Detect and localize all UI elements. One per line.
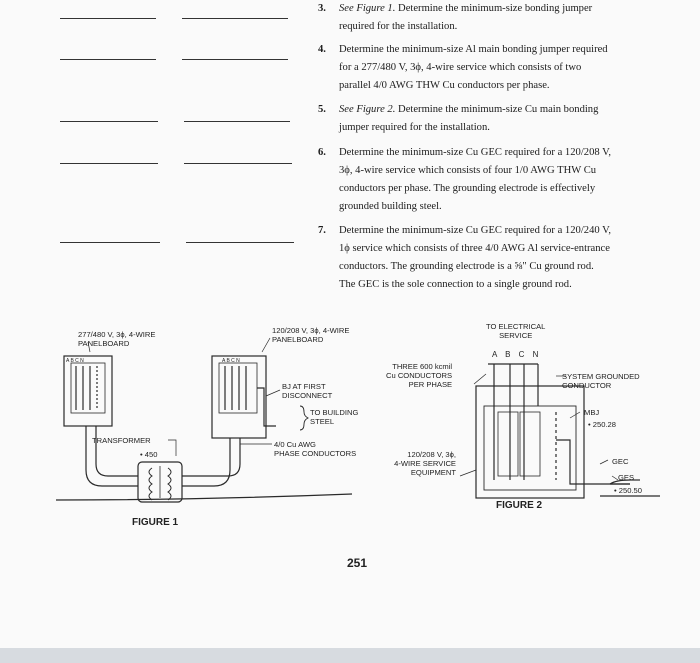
fig2-conductors-label: THREE 600 kcmil Cu CONDUCTORS PER PHASE <box>386 362 453 389</box>
service-label: TO ELECTRICAL SERVICE <box>486 322 546 340</box>
question-line: 3ϕ, 4-wire service which consists of four 1/0 AWG THW Cu <box>339 165 597 176</box>
gec-label: GEC <box>612 457 629 466</box>
figure-ref: See Figure 1. <box>339 3 396 14</box>
sgc-label: SYSTEM GROUNDED CONDUCTOR <box>562 372 640 390</box>
bj-label: BJ AT FIRST DISCONNECT <box>282 382 333 400</box>
question-number: 4. <box>318 44 326 55</box>
transformer-label: TRANSFORMER <box>92 436 151 445</box>
bottom-band <box>0 648 700 663</box>
left-panel-label: 277/480 V, 3ϕ, 4-WIRE PANELBOARD <box>78 330 156 348</box>
question-line: conductors per phase. The grounding electrode is effectively <box>339 183 596 194</box>
question-line: for a 277/480 V, 3ϕ, 4-wire service which consists of two <box>339 62 582 73</box>
question-number: 3. <box>318 3 326 14</box>
question-line: grounded building steel. <box>339 201 442 212</box>
left-phase-labels: A B C N <box>66 358 84 364</box>
conductors-label: 4/0 Cu AWG PHASE CONDUCTORS <box>274 440 357 458</box>
question-number: 5. <box>318 104 326 115</box>
question-line: required for the installation. <box>339 21 458 32</box>
equipment-label: 120/208 V, 3ϕ, 4-WIRE SERVICE EQUIPMENT <box>394 450 456 477</box>
question-line: jumper required for the installation. <box>339 122 490 133</box>
figure-ref: See Figure 2. <box>339 104 396 115</box>
question-line: The GEC is the sole connection to a single ground rod. <box>339 279 572 290</box>
figure-2-caption: FIGURE 2 <box>496 500 543 511</box>
page-number: 251 <box>347 556 368 570</box>
fig2-phase-labels: A B C N <box>492 350 542 359</box>
question-line: parallel 4/0 AWG THW Cu conductors per phase. <box>339 80 550 91</box>
book-page: 3. See Figure 1. Determine the minimum-size bonding jumper required for the installation. 4. Determine the minimum-size Al main bonding jumper required for a 277/480 V, 3ϕ, 4-wire service which consists of two parallel 4/0 AWG THW Cu conductors per phase. 5. See Figure 2. Determine the minimum-size Cu main bonding jumper required for the installation. 6. Determine the minimum-size Cu GEC required for a 120/208 V, 3ϕ, 4-wire service which consists of four 1/0 AWG THW Cu conductors per phase. The grounding electrode is effectively grounded building steel. 7. Determine the minimum-size Cu GEC required for a 120/240 V, 1ϕ service which consists of three 4/0 AWG Al service-entrance conductors. The grounding electrode is a ⅝" Cu ground rod. The GEC is the sole connection to a single ground rod. 277/480 V, 3ϕ, 4-WIRE PANELBOARD 120/208 V, 3ϕ, 4-WIRE PANELBOARD A B C N A B C N BJ AT FIRST DISCONNECT TO BUILDING STEEL 4/0 Cu AWG PHASE CONDUCTORS TRANSFORMER • 450 FIGURE 1 TO ELECTRICAL SERVICE A B C N THREE 600 kcmil Cu CONDUCTORS PER PHASE SYSTEM GROUNDED CONDUCTOR MBJ • 250.28 120/208 V, 3ϕ, 4-WIRE SERVICE EQUIPMENT GEC GES • 250.50 FIGURE 2 251 <box>0 0 700 648</box>
question-line: 1ϕ service which consists of three 4/0 AWG Al service-entrance <box>339 243 610 254</box>
mbj-label: MBJ <box>584 408 600 417</box>
figure-1-caption: FIGURE 1 <box>132 517 179 528</box>
transformer-ref: • 450 <box>140 450 158 459</box>
question-line: Determine the minimum-size Cu GEC required for a 120/208 V, <box>339 147 612 158</box>
mbj-ref: • 250.28 <box>588 420 616 429</box>
question-line: Determine the minimum-size Al main bonding jumper required <box>339 44 608 55</box>
question-line: conductors. The grounding electrode is a ⅝" Cu ground rod. <box>339 261 594 272</box>
right-panel-label: 120/208 V, 3ϕ, 4-WIRE PANELBOARD <box>272 326 350 344</box>
question-line: Determine the minimum-size Cu GEC required for a 120/240 V, <box>339 225 612 236</box>
ges-label: GES <box>618 473 635 482</box>
ges-ref: • 250.50 <box>614 486 642 495</box>
steel-label: TO BUILDING STEEL <box>310 408 359 426</box>
question-number: 6. <box>318 147 326 158</box>
right-phase-labels: A B C N <box>222 358 240 364</box>
question-number: 7. <box>318 225 326 236</box>
service-equipment-icon <box>476 386 584 498</box>
